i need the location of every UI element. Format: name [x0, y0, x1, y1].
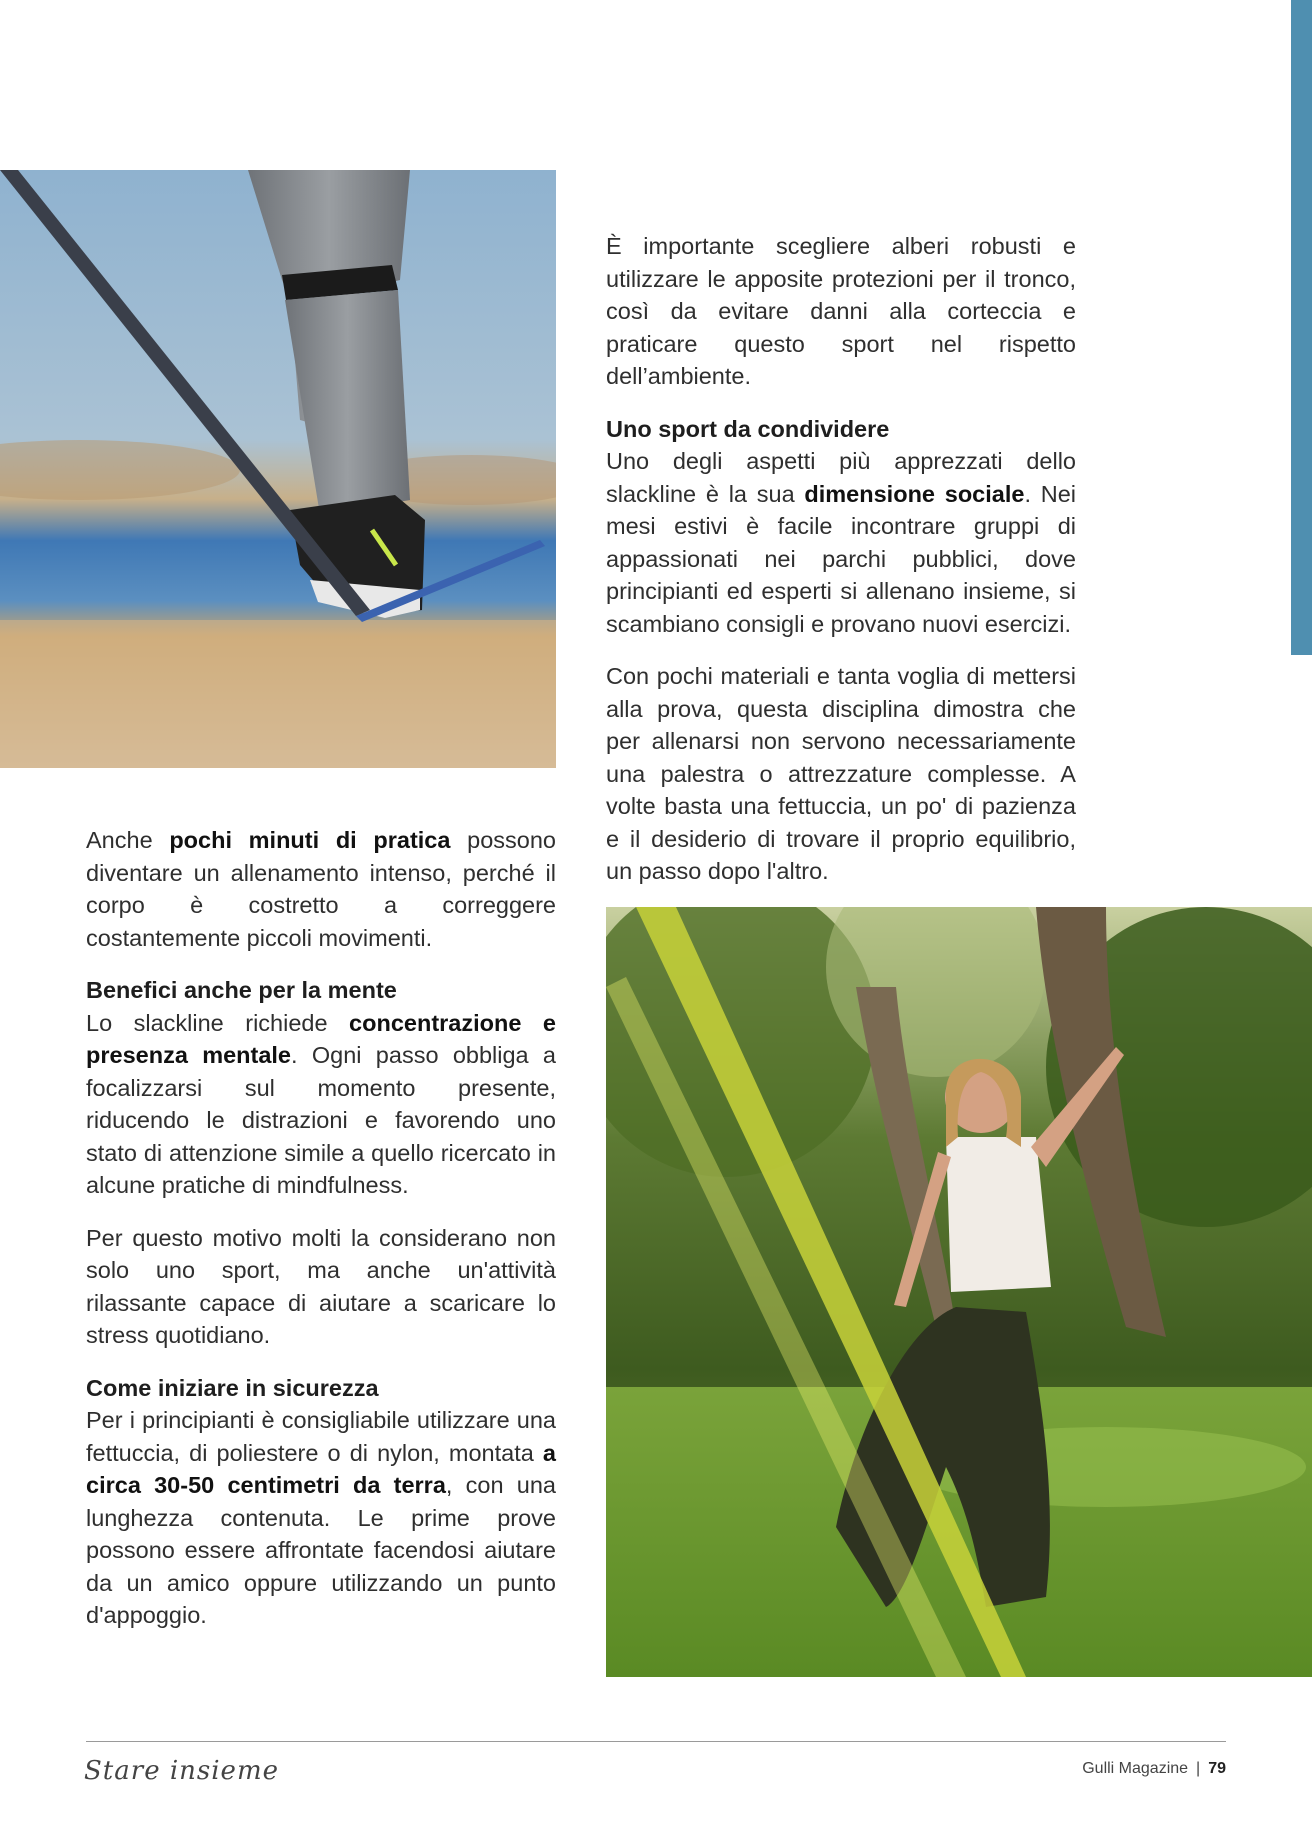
section-heading: Come iniziare in sicurezza [86, 1374, 379, 1401]
magazine-name: Gulli Magazine [1082, 1760, 1189, 1777]
text-run: . Nei mesi estivi è facile incontrare gruppi di appassionati nei parchi pubblici, dove principianti ed esperti si allenano insieme, si scambiano consigli e provano nuovi esercizi. [606, 480, 1076, 637]
text-run: . Ogni passo obbliga a focalizzarsi sul momento presente, riducendo le distrazioni e favorendo uno stato di attenzione simile a quello ricercato in alcune pratiche di mindfulness. [86, 1042, 556, 1198]
section-heading: Uno sport da condividere [606, 415, 890, 442]
highlight-text: pochi minuti di pratica [169, 827, 451, 853]
page-footer [1082, 1760, 1226, 1778]
footer-separator: | [1196, 1760, 1201, 1777]
body-paragraph [86, 1007, 556, 1202]
section-heading: Benefici anche per la mente [86, 977, 397, 1003]
body-paragraph: Con pochi materiali e tanta voglia di mettersi alla prova, questa disciplina dimostra che per allenarsi non servono necessariamente una palestra o attrezzature complesse. A volte basta una fettuccia, un po' di pazienza e il desiderio di trovare il proprio equilibrio, un passo dopo l'altro. [606, 663, 1076, 884]
text-run: Anche [86, 827, 170, 853]
text-run: possono diventare un allenamento intenso, perché il corpo è costretto a correggere costantemente piccoli movimenti. [86, 827, 556, 951]
highlight-text: concentrazione e presenza mentale [86, 1009, 556, 1068]
text-run: Per i principianti è consigliabile utilizzare una fettuccia, di poliestere o di nylon, montata [86, 1407, 556, 1466]
section-name: Stare insieme [84, 1756, 279, 1786]
body-paragraph: È importante scegliere alberi robusti e utilizzare le apposite protezioni per il tronco, così da evitare danni alla corteccia e praticare questo sport nel rispetto dell’ambiente. [606, 233, 1076, 389]
intro-paragraph [86, 824, 556, 954]
text-run: Uno degli aspetti più apprezzati dello slackline è la sua [606, 448, 1076, 507]
woman-balancing-photo [606, 907, 1312, 1677]
highlight-text: a circa 30-50 centimetri da terra [86, 1439, 556, 1498]
text-run: , con una lunghezza contenuta. Le prime prove possono essere affrontate facendosi aiutare da un amico oppure utilizzando un punto d'appoggio. [86, 1472, 556, 1628]
body-paragraph [86, 1404, 556, 1632]
highlight-text: dimensione sociale [804, 480, 1025, 507]
text-run: Lo slackline richiede [86, 1009, 350, 1036]
footer-divider [86, 1741, 1226, 1742]
section-color-tab [1291, 0, 1312, 655]
body-paragraph [606, 445, 1076, 640]
body-paragraph: Per questo motivo molti la considerano non solo uno sport, ma anche un'attività rilassante capace di aiutare a scaricare lo stress quotidiano. [86, 1224, 556, 1348]
right-text-column [606, 230, 1076, 908]
left-text-column [86, 824, 556, 1652]
page-number: 79 [1208, 1760, 1226, 1777]
slackline-feet-photo [0, 170, 556, 768]
